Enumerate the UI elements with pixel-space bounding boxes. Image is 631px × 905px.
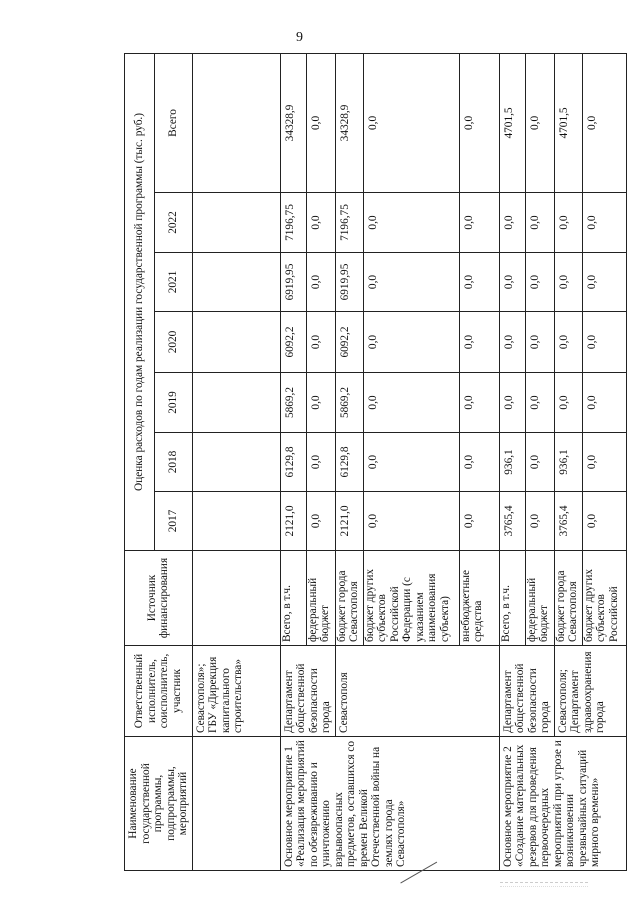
value-cell: 0,0 <box>306 433 335 492</box>
value-cell: 5869,2 <box>280 373 306 433</box>
value-cell: 0,0 <box>582 253 626 312</box>
value-cell: 936,1 <box>554 433 582 492</box>
value-cell: 4701,5 <box>554 53 582 192</box>
source-cell: бюджет других субъектов Российской Федерации (с указанием наименования субъекта) <box>363 551 459 646</box>
value-cell: 5869,2 <box>335 373 363 433</box>
header-year: 2022 <box>155 193 192 253</box>
value-cell: 936,1 <box>499 433 525 492</box>
value-cell: 0,0 <box>363 492 459 551</box>
source-cell: бюджет города Севастополя <box>335 551 363 646</box>
value-cell: 0,0 <box>459 373 499 433</box>
value-cell: 0,0 <box>363 433 459 492</box>
value-cell: 0,0 <box>525 193 554 253</box>
value-cell: 0,0 <box>525 53 554 192</box>
value-cell: 0,0 <box>525 312 554 373</box>
header-name: Наименование государственной программы, подпрограммы, мероприятий <box>125 737 193 871</box>
value-cell: 0,0 <box>363 373 459 433</box>
value-cell: 3765,4 <box>554 492 582 551</box>
header-source: Источник финансирования <box>125 551 193 646</box>
value-cell: 0,0 <box>306 373 335 433</box>
empty-cell <box>192 492 280 551</box>
activity-name-cell: Основное мероприятие 2 «Создание материальных резервов для проведения первоочередных мероприятий при угрозе и возникновении чрезвычайных ситуаций мирного времени» <box>499 737 626 871</box>
value-cell: 0,0 <box>525 492 554 551</box>
executor-cell: Севастополя <box>335 646 499 737</box>
value-cell: 3765,4 <box>499 492 525 551</box>
page-number: 9 <box>296 30 303 45</box>
value-cell: 0,0 <box>499 253 525 312</box>
value-cell: 0,0 <box>582 373 626 433</box>
value-cell: 0,0 <box>554 312 582 373</box>
empty-cell <box>192 312 280 373</box>
value-cell: 0,0 <box>554 193 582 253</box>
executor-cell: Департамент общественной безопасности города <box>499 646 554 737</box>
value-cell: 0,0 <box>363 312 459 373</box>
value-cell: 0,0 <box>306 492 335 551</box>
value-cell: 0,0 <box>525 373 554 433</box>
header-estimate: Оценка расходов по годам реализации государственной программы (тыс. руб.) <box>125 53 155 550</box>
value-cell: 6919,95 <box>335 253 363 312</box>
value-cell: 0,0 <box>459 312 499 373</box>
value-cell: 0,0 <box>363 53 459 192</box>
source-cell: Всего, в т.ч. <box>280 551 306 646</box>
value-cell: 0,0 <box>306 53 335 192</box>
value-cell: 6919,95 <box>280 253 306 312</box>
source-cell: бюджет города Севастополя <box>554 551 582 646</box>
value-cell: 7196,75 <box>335 193 363 253</box>
table-row <box>280 53 306 870</box>
executor-cell: Севастополя; Департамент здравоохранения города <box>554 646 626 737</box>
value-cell: 6129,8 <box>280 433 306 492</box>
value-cell: 0,0 <box>554 253 582 312</box>
table-row <box>499 53 525 870</box>
value-cell: 2121,0 <box>335 492 363 551</box>
value-cell: 0,0 <box>459 433 499 492</box>
header-year: 2018 <box>155 433 192 492</box>
value-cell: 0,0 <box>582 433 626 492</box>
empty-cell <box>192 737 280 871</box>
empty-cell <box>192 373 280 433</box>
empty-cell <box>192 53 280 192</box>
value-cell: 4701,5 <box>499 53 525 192</box>
value-cell: 0,0 <box>582 492 626 551</box>
value-cell: 0,0 <box>306 193 335 253</box>
value-cell: 0,0 <box>582 53 626 192</box>
header-year: 2021 <box>155 253 192 312</box>
value-cell: 0,0 <box>459 53 499 192</box>
footer-mark <box>500 882 588 887</box>
value-cell: 6129,8 <box>335 433 363 492</box>
value-cell: 0,0 <box>363 253 459 312</box>
value-cell: 0,0 <box>499 312 525 373</box>
value-cell: 0,0 <box>582 312 626 373</box>
header-total: Всего <box>155 53 192 192</box>
source-cell: федеральный бюджет <box>306 551 335 646</box>
value-cell: 0,0 <box>459 193 499 253</box>
source-cell: федеральный бюджет <box>525 551 554 646</box>
empty-cell <box>192 433 280 492</box>
value-cell: 7196,75 <box>280 193 306 253</box>
value-cell: 0,0 <box>306 312 335 373</box>
value-cell: 0,0 <box>554 373 582 433</box>
value-cell: 0,0 <box>525 433 554 492</box>
executor-cell: Севастополя»; ГБУ «Дирекция капитального строительства» <box>192 646 280 737</box>
empty-cell <box>192 551 280 646</box>
empty-cell <box>192 253 280 312</box>
value-cell: 2121,0 <box>280 492 306 551</box>
value-cell: 0,0 <box>459 492 499 551</box>
value-cell: 0,0 <box>499 373 525 433</box>
header-year: 2017 <box>155 492 192 551</box>
value-cell: 6092,2 <box>280 312 306 373</box>
value-cell: 0,0 <box>459 253 499 312</box>
budget-table <box>124 53 627 871</box>
table-row <box>192 53 280 870</box>
source-cell: внебюджетные средства <box>459 551 499 646</box>
source-cell: бюджет других субъектов Российской <box>582 551 626 646</box>
empty-cell <box>192 193 280 253</box>
value-cell: 0,0 <box>499 193 525 253</box>
value-cell: 34328,9 <box>335 53 363 192</box>
value-cell: 0,0 <box>525 253 554 312</box>
header-year: 2019 <box>155 373 192 433</box>
header-year: 2020 <box>155 312 192 373</box>
value-cell: 0,0 <box>582 193 626 253</box>
activity-name-cell: Основное мероприятие 1 «Реализация мероприятий по обезвреживанию и уничтожению взрывоопасных предметов, оставшихся со времен Великой Отечественной войны на землях города Севастополя» <box>280 737 499 871</box>
value-cell: 0,0 <box>306 253 335 312</box>
value-cell: 0,0 <box>363 193 459 253</box>
executor-cell: Департамент общественной безопасности города <box>280 646 335 737</box>
value-cell: 6092,2 <box>335 312 363 373</box>
source-cell: Всего, в т.ч. <box>499 551 525 646</box>
header-executor: Ответственный исполнитель, соисполнитель, участник <box>125 646 193 737</box>
value-cell: 34328,9 <box>280 53 306 192</box>
rotated-table-wrapper <box>124 54 620 871</box>
